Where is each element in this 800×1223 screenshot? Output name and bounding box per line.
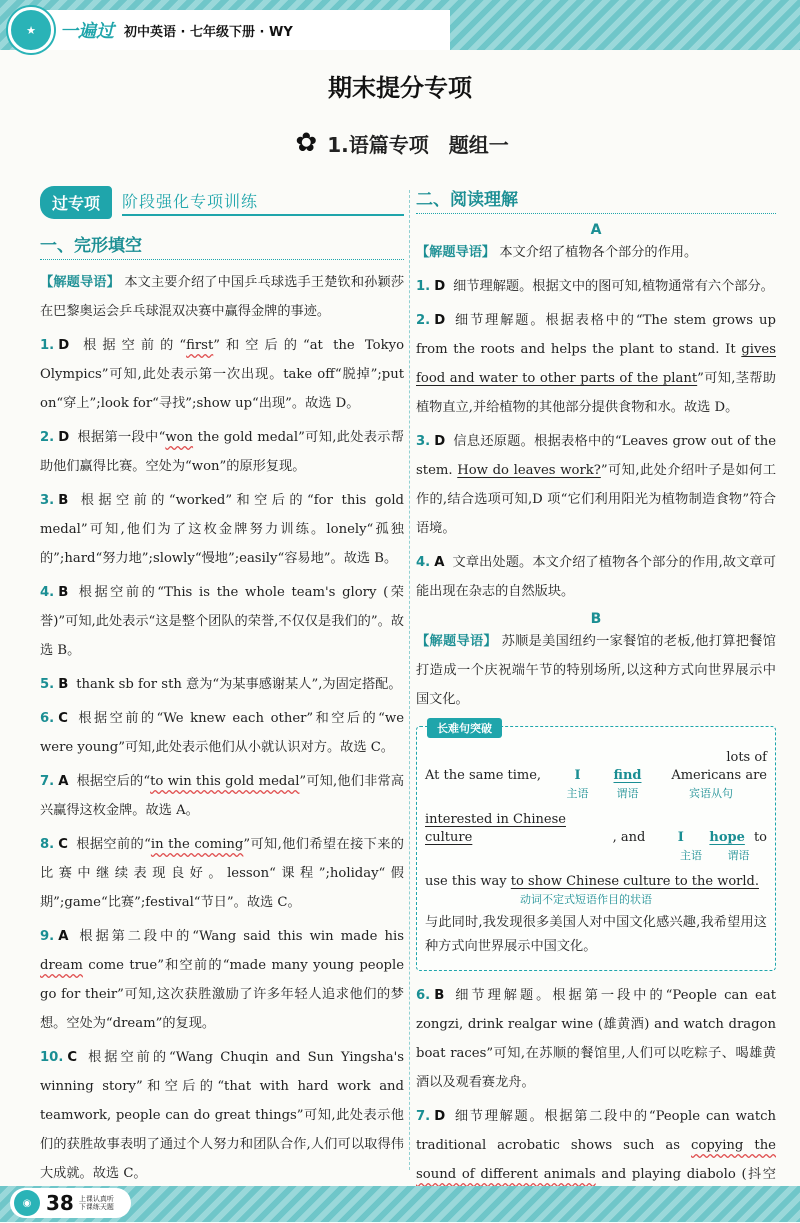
item-text: 根据空前的“ [75,837,151,852]
book-series: 初中英语 · 七年级下册 · WY [124,24,293,40]
item-answer: D [58,338,70,353]
guide-paragraph-b [416,627,776,714]
item-text: and playing diabolo (抖空 [601,1167,776,1182]
sentence-text: to show Chinese culture to the world. [510,874,759,889]
gloss-subject: 主语 [680,849,702,862]
sentence-text: At the same time, [425,768,542,783]
item-text: thank sb for sth 意为“为某事感谢某人”,为固定搭配。 [76,677,402,692]
guide-paragraph [40,268,404,326]
gloss-line-1 [425,785,767,801]
item-number: 3. [416,434,431,449]
footer-slogan: 上课认真听 下课练天题 [78,1195,114,1211]
item-keyword: copying the sound of different animals [416,1138,776,1182]
gloss-predicate: 谓语 [727,849,750,862]
item-text: ”可知,茎帮助植物直立,并给植物的其他部分提供食物和水。故选 D。 [416,371,776,415]
gloss-predicate: 谓语 [616,787,639,800]
item-number: 3. [40,493,55,508]
item-text: 根据空后的“ [76,774,151,789]
sentence-subject: I [677,830,684,845]
sentence-box-label: 长难句突破 [427,718,502,738]
item-number: 4. [40,585,55,600]
item-number: 2. [416,313,431,328]
answer-item [416,306,776,422]
item-text: ”和空后的“at the Tokyo Olympics”可知,此处表示第一次出现。take off“脱掉”;put on“穿上”;look for“寻找”;show up“出现”。故选 D。 [40,338,405,411]
item-text: 细节理解题。根据第二段中的“People can watch traditional acrobatic shows such as [416,1109,776,1153]
column-divider [409,190,410,1170]
item-text: 根据第一段中“ [77,430,166,445]
guide-label: 【解题导语】 [416,634,498,649]
sentence-text: to [753,830,767,845]
item-text: ”可知,此处介绍叶子是如何工作的,结合选项可知,D 项“它们利用阳光为植物制造食物”符合语境。 [416,463,777,536]
sentence-subject: I [574,768,581,783]
item-answer: D [434,1109,446,1124]
page-title: 期末提分专项 [328,74,472,102]
item-keyword: dream [40,958,83,973]
right-column [416,185,776,1223]
item-number: 1. [416,279,431,294]
item-number: 10. [40,1050,64,1065]
sentence-text: , and [612,830,646,845]
item-answer: C [58,711,68,726]
guide-text: 本文介绍了植物各个部分的作用。 [499,245,698,260]
long-sentence-box [416,722,776,971]
flower-icon: ✿ [295,128,318,158]
item-number: 2. [40,430,55,445]
item-number: 5. [40,677,55,692]
brand-logo-icon: ★ [8,7,54,53]
item-text: 根据空前的“Wang Chuqin and Sun Yingsha's winning story”和空后的“that with hard work and teamwork, people can do great things”可知,此处表示他们的获胜故事表明了通过个人努力和团队合作,人们可以取得伟大成就。故选 C。 [40,1050,404,1181]
item-text: 根据空前的“We knew each other”和空后的“we were young”可知,此处表示他们从小就认识对方。故选 C。 [40,711,404,755]
sentence-text: interested in Chinese culture [425,812,566,845]
item-text: 细节理解题。根据第一段中的“People can eat zongzi, drink realgar wine (雄黄酒) and watch dragon boat races”可知,在苏顺的餐馆里,人们可以吃粽子、喝雄黄酒以及观看赛龙舟。 [416,988,776,1090]
gloss-adverbial: 动词不定式短语作目的状语 [520,893,652,906]
answer-item [40,922,404,1038]
sentence-translation: 与此同时,我发现很多美国人对中国文化感兴趣,我希望用这种方式向世界展示中国文化。 [425,915,767,954]
item-keyword: gives food and water to other parts of the plant [416,342,776,386]
page-badge [10,1188,131,1218]
item-text: 根据第二段中的“Wang said this win made his [76,929,404,944]
answer-item [40,767,404,825]
item-number: 7. [40,774,55,789]
answer-item [40,486,404,573]
item-number: 8. [40,837,55,852]
banner-text: 阶段强化专项训练 [122,189,404,216]
practice-banner [40,185,404,219]
answer-item [416,981,776,1097]
answer-item [416,548,776,606]
answer-item [40,830,404,917]
item-text: 细节理解题。根据文中的图可知,植物通常有六个部分。 [453,279,774,294]
item-number: 6. [416,988,431,1003]
left-column [40,185,404,1193]
passage-b-letter: B [590,611,602,627]
item-answer: A [58,929,69,944]
answer-item [40,331,404,418]
item-answer: A [58,774,69,789]
gloss-clause: 宾语从句 [689,787,733,800]
item-text: 根据空前的“This is the whole team's glory (荣誉)”可知,此处表示“这是整个团队的荣誉,不仅仅是我们的”。故选 B。 [40,585,404,658]
sentence-line-2 [425,811,767,847]
item-number: 4. [416,555,431,570]
guide-text: 本文主要介绍了中国乒乓球选手王楚钦和孙颖莎在巴黎奥运会乒乓球混双决赛中赢得金牌的事迹。 [40,275,405,319]
banner-tag: 过专项 [40,186,112,219]
guide-text: 苏顺是美国纽约一家餐馆的老板,他打算把餐馆打造成一个庆祝端午节的特别场所,以这种方式向世界展示中国文化。 [416,634,776,707]
item-answer: B [434,988,445,1003]
item-answer: B [58,585,69,600]
item-text: 根据空前的“ [77,338,187,353]
page-number: 38 [46,1191,74,1215]
guide-paragraph-a [416,238,776,267]
section-reading-title: 二、阅读理解 [416,185,776,214]
item-text: the gold medal”可知,此处表示帮助他们赢得比赛。空处为“won”的原形复现。 [40,430,404,474]
sentence-line-1 [425,749,767,785]
section-cloze-title: 一、完形填空 [40,231,404,260]
brand-name: 一遍过 [60,21,114,42]
item-keyword: in the coming [150,837,244,852]
subtitle-row [0,128,800,158]
item-answer: D [434,279,446,294]
sentence-text: use this way [425,874,507,889]
item-text: 文章出处题。本文介绍了植物各个部分的作用,故文章可能出现在杂志的自然版块。 [416,555,776,599]
answer-item [40,423,404,481]
item-number: 9. [40,929,55,944]
item-keyword: to win this gold medal [150,774,300,789]
item-number: 7. [416,1109,431,1124]
answer-item [416,272,776,301]
item-answer: C [67,1050,78,1065]
item-text: 细节理解题。根据表格中的“The stem grows up from the roots and helps the plant to stand. It [416,313,776,357]
passage-a-letter: A [590,222,602,238]
gloss-subject: 主语 [566,787,589,800]
item-number: 6. [40,711,55,726]
item-text: ”可知,他们希望在接下来的比赛中继续表现良好。lesson“课程”;holiday“假期”;game“比赛”;festival“节日”。故选 C。 [40,837,404,910]
gloss-line-3 [425,891,767,907]
guide-label: 【解题导语】 [416,245,496,260]
sentence-predicate: find [613,768,642,783]
item-keyword: won [165,430,194,445]
item-text: 信息还原题。根据表格中的“Leaves grow out of the stem. [416,434,776,478]
item-keyword: first [186,338,214,353]
answer-item [40,704,404,762]
answer-item [416,427,776,543]
item-answer: D [434,434,446,449]
item-answer: D [434,313,446,328]
item-answer: B [58,493,69,508]
sentence-text: lots of Americans are [671,750,767,783]
item-keyword: How do leaves work? [457,463,601,478]
item-text: ”可知,他们非常高兴赢得这枚金牌。故选 A。 [40,774,405,818]
gloss-line-2 [425,847,767,863]
sentence-line-3 [425,873,767,891]
header-bar [10,10,450,50]
guide-label: 【解题导语】 [40,275,120,290]
answer-item [40,1043,404,1188]
mascot-icon: ◉ [14,1190,40,1216]
item-text: come true”和空前的“made many young people go for their”可知,这次获胜激励了许多年轻人追求他们的梦想。空处为“dream”的复现。 [40,958,404,1031]
answer-item [40,578,404,665]
item-answer: C [58,837,68,852]
sentence-predicate: hope [709,830,745,845]
item-answer: B [58,677,69,692]
item-number: 1. [40,338,55,353]
item-answer: A [434,555,445,570]
item-answer: D [58,430,70,445]
item-text: 根据空前的“worked”和空后的“for this gold medal”可知,他们为了这枚金牌努力训练。lonely“孤独的”;hard“努力地”;slowly“慢地”;easily“容易地”。故选 B。 [40,493,404,566]
page-subtitle: 1.语篇专项 题组一 [327,132,509,157]
answer-item [40,670,404,699]
